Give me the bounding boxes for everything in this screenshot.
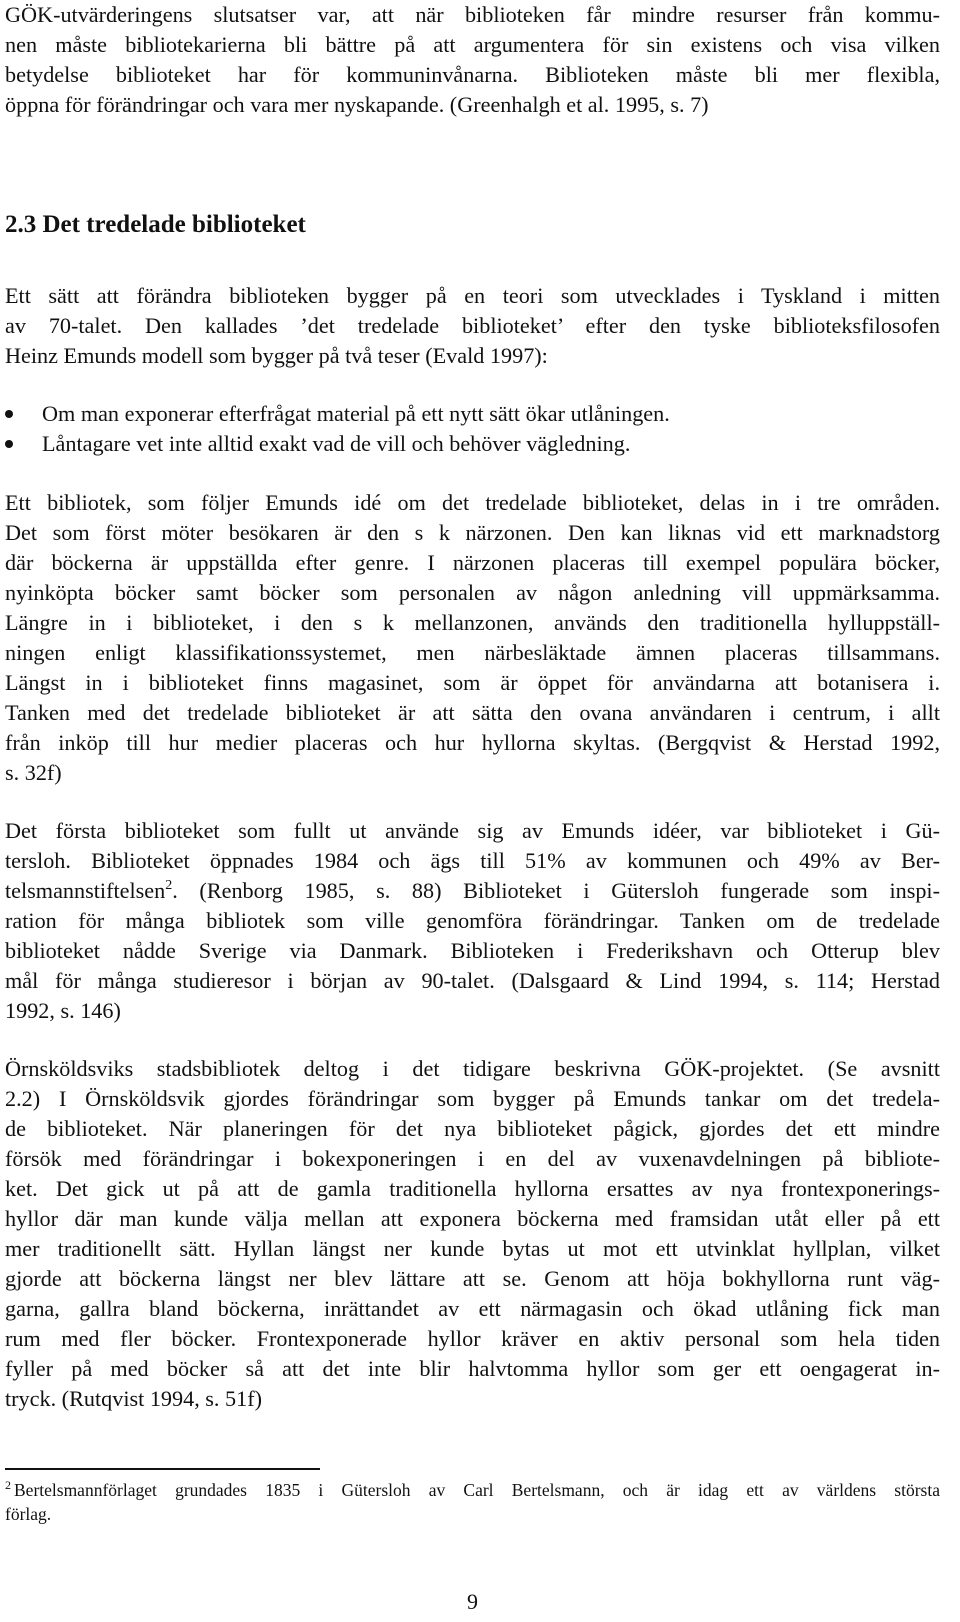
text-line: Längre in i biblioteket, i den s k mellanzonen, används den traditionella hylluppställ- [5,610,940,635]
footnote-text: Bertelsmannförlaget grundades 1835 i Gütersloh av Carl Bertelsmann, och är idag ett av världens största [14,1480,940,1500]
text-line: öppna för förändringar och vara mer nyskapande. (Greenhalgh et al. 1995, s. 7) [5,92,709,117]
text-line: Det som först möter besökaren är den s k närzonen. Den kan liknas vid ett marknadstorg [5,520,940,545]
text-line: tryck. (Rutqvist 1994, s. 51f) [5,1386,262,1411]
text-line: från inköp till hur medier placeras och hur hyllorna skyltas. (Bergqvist & Herstad 1992, [5,730,940,755]
bullet-text: Om man exponerar efterfrågat material på ett nytt sätt ökar utlåningen. [42,401,670,426]
text-line: GÖK-utvärderingens slutsatser var, att när biblioteken får mindre resurser från kommu- [5,2,940,27]
text-line: betydelse biblioteket har för kommuninvånarna. Biblioteken måste bli mer flexibla, [5,62,940,87]
text-fragment: . (Renborg 1985, s. 88) Biblioteket i Gütersloh fungerade som inspi- [172,878,940,903]
footnote-divider [5,1468,320,1470]
footnote-number: 2 [5,1478,11,1492]
text-line [5,876,940,906]
text-line: Tanken med det tredelade biblioteket är att sätta den ovana användaren i centrum, i allt [5,700,940,725]
section-heading: 2.3 Det tredelade biblioteket [5,211,306,238]
text-line: rum med fler böcker. Frontexponerade hyllor kräver en aktiv personal som hela tiden [5,1326,940,1351]
footnote-reference: 2 [165,878,173,893]
bullet-text: Låntagare vet inte alltid exakt vad de vill och behöver vägledning. [42,431,631,456]
text-line: Örnsköldsviks stadsbibliotek deltog i det tidigare beskrivna GÖK-projektet. (Se avsnitt [5,1056,940,1081]
text-line: Ett sätt att förändra biblioteken bygger på en teori som utvecklades i Tyskland i mitten [5,283,940,308]
text-line: hyllor där man kunde välja mellan att exponera böckerna med framsidan utåt eller på ett [5,1206,940,1231]
text-line: 2.2) I Örnsköldsvik gjordes förändringar som bygger på Emunds tankar om det tredela- [5,1086,940,1111]
text-line: mer traditionellt sätt. Hyllan längst ner kunde bytas ut mot ett utvinklat hyllplan, vilket [5,1236,940,1261]
bullet-icon [5,410,13,418]
text-line: där böckerna är uppställda efter genre. I närzonen placeras till exempel populära böcker, [5,550,940,575]
page-number: 9 [467,1589,478,1614]
text-line: Det första biblioteket som fullt ut använde sig av Emunds idéer, var biblioteket i Gü- [5,818,940,843]
text-line: nyinköpta böcker samt böcker som personalen av någon anledning vill uppmärksamma. [5,580,940,605]
footnote-line: förlag. [5,1504,52,1524]
text-fragment: telsmannstiftelsen [5,878,166,903]
text-line: garna, gallra bland böckerna, inrättandet av ett närmagasin och ökad utlåning fick man [5,1296,940,1321]
text-line: gjorde att böckerna längst ner blev lättare att se. Genom att höja bokhyllorna runt väg- [5,1266,940,1291]
text-line: ket. Det gick ut på att de gamla traditionella hyllorna ersattes av nya frontexponerings- [5,1176,940,1201]
footnote-line [5,1478,940,1502]
bullet-icon [5,440,13,448]
text-line: försök med förändringar i bokexponeringen i en del av vuxenavdelningen på bibliote- [5,1146,940,1171]
text-line: Längst in i biblioteket finns magasinet, som är öppet för användarna att botanisera i. [5,670,940,695]
text-line: de biblioteket. När planeringen för det nya biblioteket pågick, gjordes det ett mindre [5,1116,940,1141]
text-line: tersloh. Biblioteket öppnades 1984 och ägs till 51% av kommunen och 49% av Ber- [5,848,940,873]
text-line: av 70-talet. Den kallades ’det tredelade biblioteket’ efter den tyske biblioteksfilosofen [5,313,940,338]
text-line: Heinz Emunds modell som bygger på två teser (Evald 1997): [5,343,548,368]
text-line: fyller på med böcker så att det inte blir halvtomma hyllor som ger ett oengagerat in- [5,1356,940,1381]
text-line: ration för många bibliotek som ville genomföra förändringar. Tanken om de tredelade [5,908,940,933]
text-line: mål för många studieresor i början av 90-talet. (Dalsgaard & Lind 1994, s. 114; Herstad [5,968,940,993]
text-line: Ett bibliotek, som följer Emunds idé om det tredelade biblioteket, delas in i tre områden. [5,490,940,515]
text-line: biblioteket nådde Sverige via Danmark. Biblioteken i Frederikshavn och Otterup blev [5,938,940,963]
text-line: ningen enligt klassifikationssystemet, men närbesläktade ämnen placeras tillsammans. [5,640,940,665]
text-line: 1992, s. 146) [5,998,121,1023]
text-line: nen måste bibliotekarierna bli bättre på att argumentera för sin existens och visa vilken [5,32,940,57]
text-line: s. 32f) [5,760,62,785]
